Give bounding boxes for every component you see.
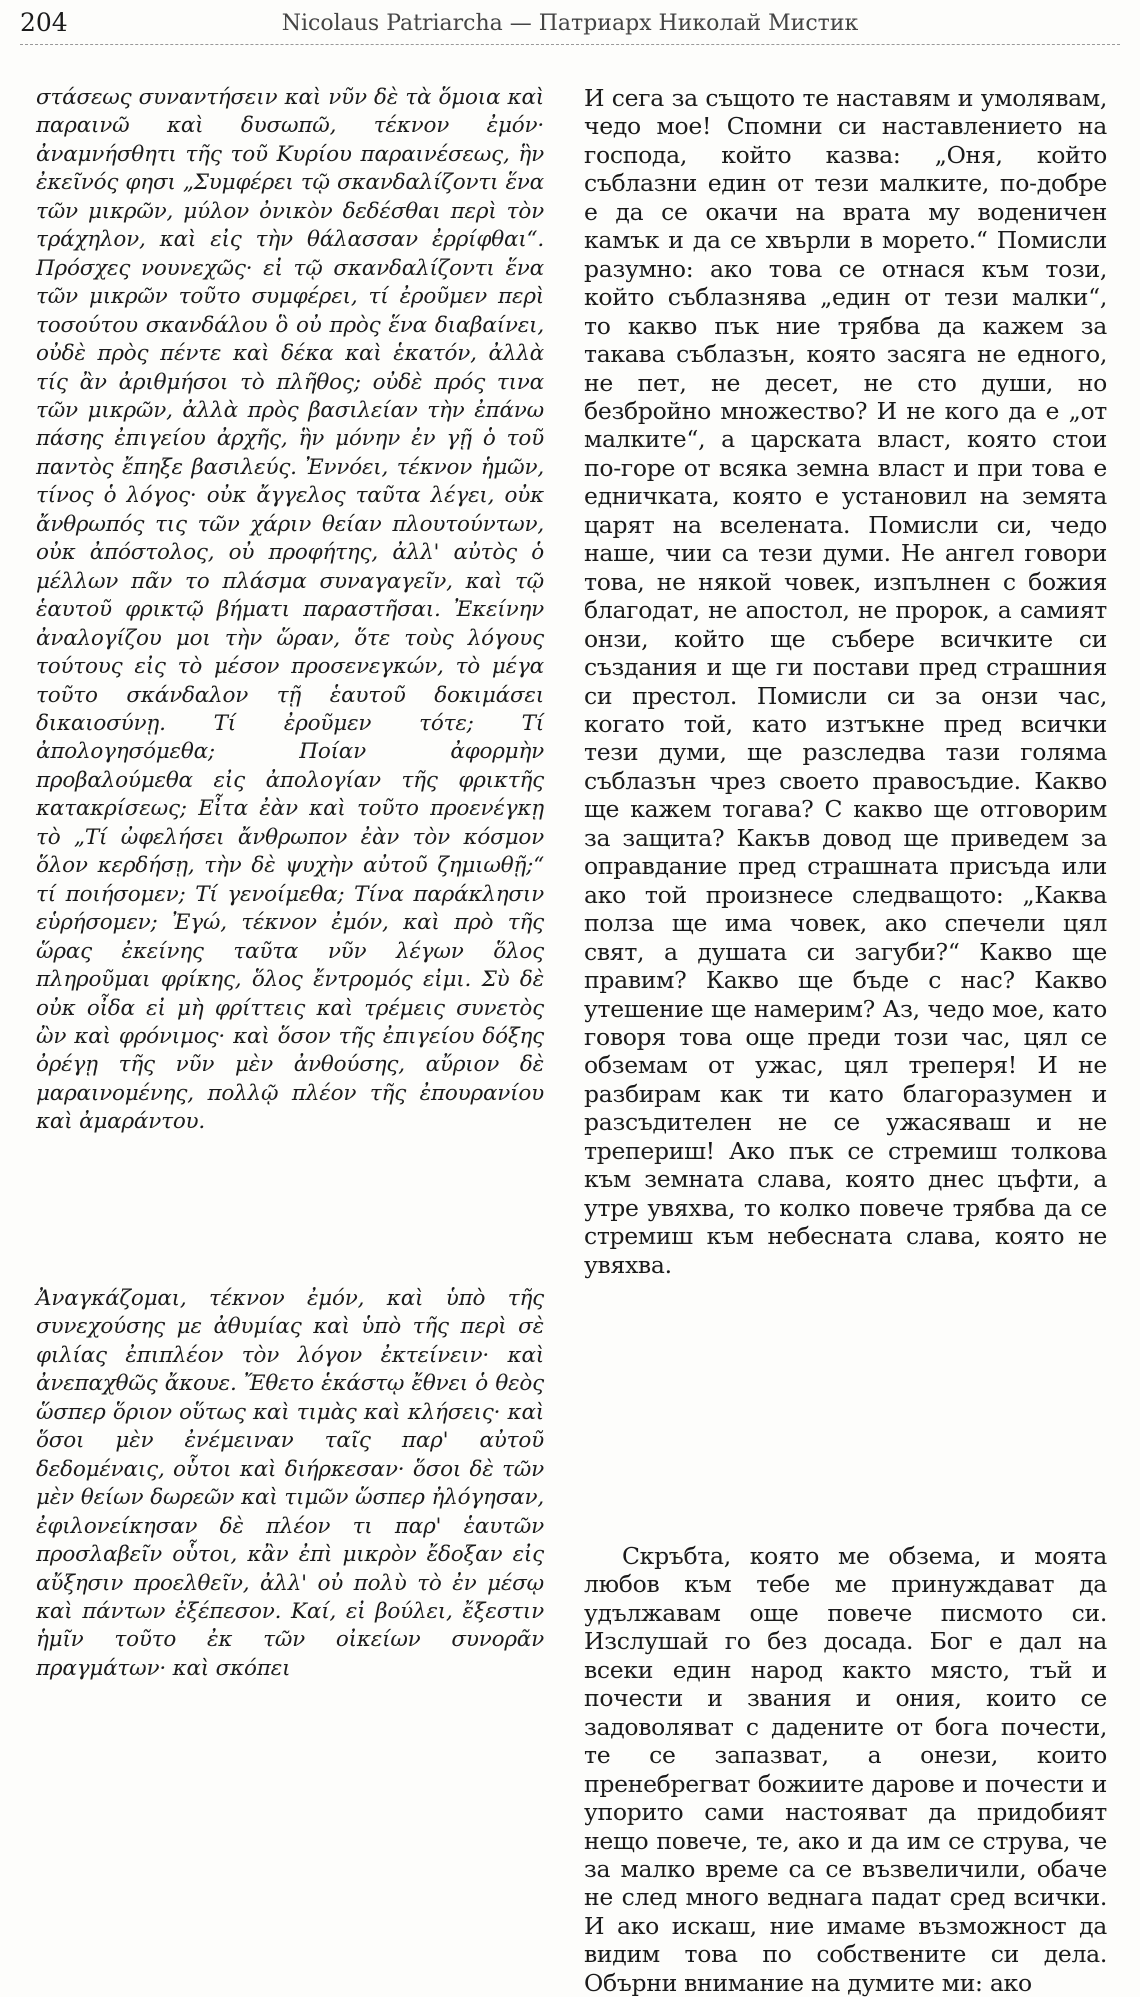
greek-paragraph-2: Ἀναγκάζομαι, τέκνον ἐμόν, καὶ ὑπὸ τῆς συνεχούσης με ἀθυμίας καὶ ὑπὸ τῆς περὶ σὲ φιλίας ἐπιπλέον τὸν λόγον ἐκτείνειν· καὶ ἀνεπαχθῶς ἄκουε. Ἔθετο ἑκάστῳ ἔθνει ὁ θεὸς ὥσπερ ὅριον οὕτως καὶ τιμὰς καὶ κλήσεις· καὶ ὅσοι μὲν ἐνέμειναν ταῖς παρ' αὐτοῦ δεδομέναις, οὗτοι καὶ διήρκεσαν· ὅσοι δὲ τῶν μὲν θείων δωρεῶν καὶ τιμῶν ὥσπερ ἠλόγησαν, ἐφιλονείκησαν δὲ πλέον τι παρ' ἑαυτῶν προσλαβεῖν οὗτοι, κἂν ἐπὶ μικρὸν ἔδοξαν εἰς αὔξησιν προελθεῖν, ἀλλ' οὐ πολὺ τὸ ἐν μέσῳ καὶ πάντων ἐξέπεσον. Καί, εἰ βούλει, ἔξεστιν ἡμῖν τοῦτο ἐκ τῶν οἰκείων συνορᾶν πραγμάτων· καὶ σκόπει bbox=[36, 1286, 544, 1681]
page-header bbox=[0, 0, 1140, 50]
header-rule bbox=[20, 44, 1120, 45]
bulgarian-paragraph-1: И сега за същото те наставям и умолявам, чедо мое! Спомни си наставлението на господа, който казва: „Оня, който съблазни един от тези малките, по-добре е да се окачи на врата му воденичен камък и да се хвърли в морето.“ Помисли разумно: ако това се отнася към този, който съблазнява „един от тези малки“, то какво пък ние трябва да кажем за такава съблазън, която засяга не едного, не пет, не десет, не сто души, но безбройно множество? И не кого да е „от малките“, а царската власт, която стои по-горе от всяка земна власт и при това е едничката, която е установил на земята царят на вселената. Помисли си, чедо наше, чии са тези думи. Не ангел говори това, не някой човек, изпълнен с божия благодат, не апостол, не пророк, а самият онзи, който ще събере всичките си създания и ще ги постави пред страшния си престол. Помисли си за онзи час, когато той, като изтъкне пред всички тези думи, ще разследва тази голяма съблазън чрез своето правосъдие. Какво ще кажем тогава? С какво ще отговорим за защита? Какъв довод ще приведем за оправдание пред страшната присъда или ако той произнесе следващото: „Каква полза ще има човек, ако спечели цял свят, а душата си загуби?“ Какво ще правим? Какво ще бъде с нас? Какво утешение ще намерим? Аз, чедо мое, като говоря това още преди този час, цял се обземам от ужас, цял треперя! И не разбирам как ти като благоразумен и разсъдителен не се ужасяваш и не трепериш! Ако пък се стремиш толкова към земната слава, която днес цъфти, а утре увяхва, то колко повече трябва да се стремиш към небесната слава, която не увяхва. bbox=[584, 84, 1107, 1279]
bulgarian-paragraph-2: Скръбта, която ме обзема, и моята любов към тебе ме принуждават да удължавам още повече писмото си. Изслушай го без досада. Бог е дал на всеки един народ както място, тъй и почести и звания и ония, които се задоволяват с дадените от бога почести, те се запазват, а онези, които пренебрегват божиите дарове и почести и упорито сами настояват да придобият нещо повече, те, ако и да им се струва, че за малко време са се възвеличили, обаче не след много веднага падат сред всички. И ако искаш, ние имаме възможност да видим това по собствените си дела. Обърни внимание на думите ми: ако bbox=[584, 1542, 1107, 1997]
running-title: Nicolaus Patriarcha — Патриарх Николай Мистик bbox=[281, 11, 859, 36]
page-number: 204 bbox=[20, 8, 68, 37]
greek-paragraph-1: στάσεως συναντήσειν καὶ νῦν δὲ τὰ ὅμοια καὶ παραινῶ καὶ δυσωπῶ, τέκνον ἐμόν· ἀναμνήσθητι τῆς τοῦ Κυρίου παραινέσεως, ἣν ἐκεῖνός φησι „Συμφέρει τῷ σκανδαλίζοντι ἕνα τῶν μικρῶν, μύλον ὀνικὸν δεδέσθαι περὶ τὸν τράχηλον, καὶ εἰς τὴν θάλασσαν ἐρρίφθαι“. Πρόσχες νουνεχῶς· εἰ τῷ σκανδαλίζοντι ἕνα τῶν μικρῶν τοῦτο συμφέρει, τί ἐροῦμεν περὶ τοσούτου σκανδάλου ὃ οὐ πρὸς ἕνα διαβαίνει, οὐδὲ πρὸς πέντε καὶ δέκα καὶ ἑκατόν, ἀλλὰ τίς ἂν ἀριθμήσοι τὸ πλῆθος; οὐδὲ πρός τινα τῶν μικρῶν, ἀλλὰ πρὸς βασιλείαν τὴν ἐπάνω πάσης ἐπιγείου ἀρχῆς, ἣν μόνην ἐν γῇ ὁ τοῦ παντὸς ἔπηξε βασιλεύς. Ἐννόει, τέκνον ἡμῶν, τίνος ὁ λόγος· οὐκ ἄγγελος ταῦτα λέγει, οὐκ ἄνθρωπός τις τῶν χάριν θείαν πλουτούντων, οὐκ ἀπόστολος, οὐ προφήτης, ἀλλ' αὐτὸς ὁ μέλλων πᾶν το πλάσμα συναγαγεῖν, καὶ τῷ ἑαυτοῦ φρικτῷ βήματι παραστῆσαι. Ἐκείνην ἀναλογίζου μοι τὴν ὥραν, ὅτε τοὺς λόγους τούτους εἰς τὸ μέσον προσενεγκών, τὸ μέγα τοῦτο σκάνδαλον τῇ ἑαυτοῦ δοκιμάσει δικαιοσύνῃ. Τί ἐροῦμεν τότε; Τί ἀπολογησόμεθα; Ποίαν ἀφορμὴν προβαλούμεθα εἰς ἀπολογίαν τῆς φρικτῆς κατακρίσεως; Εἶτα ἐὰν καὶ τοῦτο προενέγκῃ τὸ „Τί ὠφελήσει ἄνθρωπον ἐὰν τὸν κόσμον ὅλον κερδήσῃ, τὴν δὲ ψυχὴν αὐτοῦ ζημιωθῇ;“ τί ποιήσομεν; Τί γενοίμεθα; Τίνα παράκλησιν εὑρήσομεν; Ἐγώ, τέκνον ἐμόν, καὶ πρὸ τῆς ὥρας ἐκείνης ταῦτα νῦν λέγων ὅλος πληροῦμαι φρίκης, ὅλος ἔντρομός εἰμι. Σὺ δὲ οὐκ οἶδα εἰ μὴ φρίττεις καὶ τρέμεις συνετὸς ὢν καὶ φρόνιμος· καὶ ὅσον τῆς ἐπιγείου δόξης ὀρέγῃ τῆς νῦν μὲν ἀνθούσης, αὔριον δὲ μαραινομένης, πολλῷ πλέον τῆς ἐπουρανίου καὶ ἀμαράντου. bbox=[36, 85, 544, 1135]
